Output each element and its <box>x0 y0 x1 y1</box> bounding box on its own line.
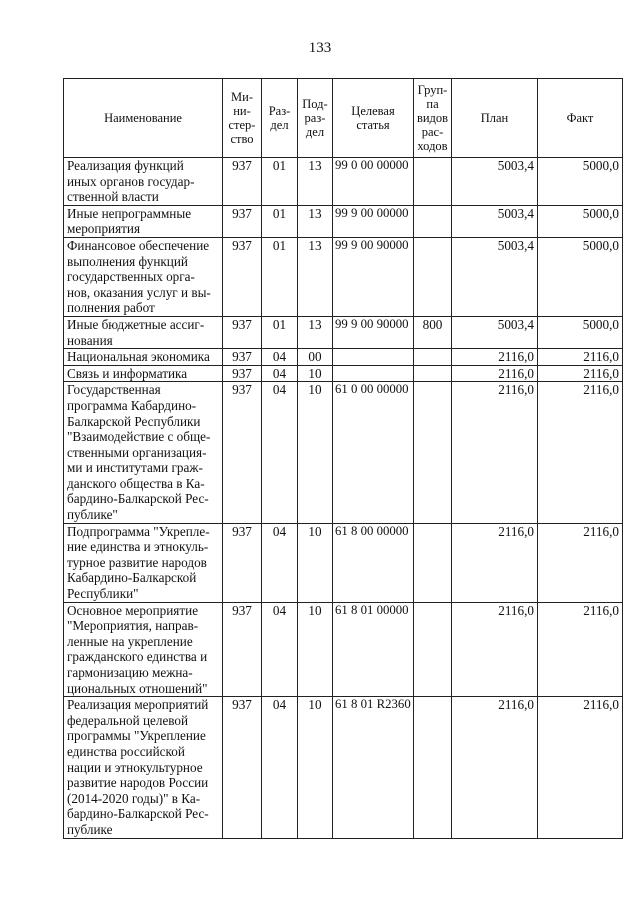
header-subsection: Под- раз- дел <box>298 79 333 158</box>
cell-ministry: 937 <box>223 349 262 366</box>
cell-ministry: 937 <box>223 365 262 382</box>
cell-target: 61 8 01 00000 <box>333 602 414 697</box>
cell-plan: 2116,0 <box>452 523 538 602</box>
budget-table <box>63 78 623 839</box>
table-row <box>64 523 623 602</box>
cell-section: 01 <box>262 237 298 316</box>
cell-ministry: 937 <box>223 523 262 602</box>
cell-group: 800 <box>414 316 452 348</box>
cell-section: 04 <box>262 349 298 366</box>
table-row <box>64 602 623 697</box>
cell-target: 99 0 00 00000 <box>333 158 414 206</box>
cell-ministry: 937 <box>223 237 262 316</box>
header-plan: План <box>452 79 538 158</box>
cell-section: 04 <box>262 523 298 602</box>
cell-name: Иные бюджетные ассиг- нования <box>64 316 223 348</box>
cell-section: 01 <box>262 316 298 348</box>
table-header-row <box>64 79 623 158</box>
cell-plan: 2116,0 <box>452 349 538 366</box>
cell-target <box>333 349 414 366</box>
cell-subsection: 10 <box>298 365 333 382</box>
cell-group <box>414 205 452 237</box>
cell-subsection: 10 <box>298 382 333 523</box>
cell-plan: 5003,4 <box>452 316 538 348</box>
cell-name: Реализация функций иных органов государ- ственной власти <box>64 158 223 206</box>
cell-target: 99 9 00 90000 <box>333 237 414 316</box>
cell-group <box>414 349 452 366</box>
cell-name: Иные непрограммные мероприятия <box>64 205 223 237</box>
table-row <box>64 697 623 838</box>
cell-name: Финансовое обеспечение выполнения функций государственных орга- нов, оказания услуг и вы- полнения работ <box>64 237 223 316</box>
header-section: Раз- дел <box>262 79 298 158</box>
cell-ministry: 937 <box>223 382 262 523</box>
cell-group <box>414 365 452 382</box>
table-row <box>64 349 623 366</box>
cell-name: Связь и информатика <box>64 365 223 382</box>
cell-name: Государственная программа Кабардино- Балкарской Республики "Взаимодействие с обще- ственными организация- ми и институтами граж- данского общества в Ка- бардино-Балкарской Рес- публике" <box>64 382 223 523</box>
cell-plan: 2116,0 <box>452 602 538 697</box>
cell-section: 04 <box>262 602 298 697</box>
cell-fact: 5000,0 <box>538 237 623 316</box>
cell-subsection: 10 <box>298 523 333 602</box>
cell-fact: 2116,0 <box>538 602 623 697</box>
cell-section: 01 <box>262 205 298 237</box>
cell-fact: 2116,0 <box>538 523 623 602</box>
cell-fact: 5000,0 <box>538 158 623 206</box>
header-group: Груп- па видов рас- ходов <box>414 79 452 158</box>
table-row <box>64 365 623 382</box>
cell-subsection: 13 <box>298 158 333 206</box>
cell-group <box>414 523 452 602</box>
cell-subsection: 10 <box>298 602 333 697</box>
cell-group <box>414 697 452 838</box>
cell-plan: 2116,0 <box>452 697 538 838</box>
cell-group <box>414 382 452 523</box>
cell-fact: 2116,0 <box>538 365 623 382</box>
table-row <box>64 237 623 316</box>
cell-subsection: 13 <box>298 316 333 348</box>
table-row <box>64 158 623 206</box>
cell-section: 04 <box>262 365 298 382</box>
table-row <box>64 382 623 523</box>
cell-fact: 2116,0 <box>538 697 623 838</box>
cell-group <box>414 602 452 697</box>
page-number: 133 <box>308 40 332 56</box>
cell-ministry: 937 <box>223 316 262 348</box>
cell-subsection: 13 <box>298 237 333 316</box>
cell-target <box>333 365 414 382</box>
cell-fact: 5000,0 <box>538 316 623 348</box>
header-ministry: Ми- ни- стер- ство <box>223 79 262 158</box>
cell-ministry: 937 <box>223 602 262 697</box>
cell-group <box>414 158 452 206</box>
header-fact: Факт <box>538 79 623 158</box>
cell-fact: 2116,0 <box>538 349 623 366</box>
cell-plan: 5003,4 <box>452 205 538 237</box>
cell-plan: 2116,0 <box>452 382 538 523</box>
cell-plan: 2116,0 <box>452 365 538 382</box>
cell-group <box>414 237 452 316</box>
cell-name: Национальная экономика <box>64 349 223 366</box>
cell-ministry: 937 <box>223 205 262 237</box>
table-row <box>64 205 623 237</box>
cell-subsection: 13 <box>298 205 333 237</box>
cell-target: 99 9 00 00000 <box>333 205 414 237</box>
cell-name: Основное мероприятие "Мероприятия, направ- ленные на укрепление гражданского единства и гармонизацию межна- циональных отношений" <box>64 602 223 697</box>
header-target: Целевая статья <box>333 79 414 158</box>
cell-section: 01 <box>262 158 298 206</box>
cell-target: 61 8 00 00000 <box>333 523 414 602</box>
cell-ministry: 937 <box>223 697 262 838</box>
table-row <box>64 316 623 348</box>
header-name: Наименование <box>64 79 223 158</box>
cell-subsection: 00 <box>298 349 333 366</box>
cell-fact: 2116,0 <box>538 382 623 523</box>
cell-target: 99 9 00 90000 <box>333 316 414 348</box>
cell-name: Подпрограмма "Укрепле- ние единства и этнокуль- турное развитие народов Кабардино-Балкарской Республики" <box>64 523 223 602</box>
cell-plan: 5003,4 <box>452 237 538 316</box>
cell-target: 61 8 01 R2360 <box>333 697 414 838</box>
cell-name: Реализация мероприятий федеральной целевой программы "Укрепление единства российской нации и этнокультурное развитие народов России (2014-2020 годы)" в Ка- бардино-Балкарской Рес- публике <box>64 697 223 838</box>
cell-fact: 5000,0 <box>538 205 623 237</box>
cell-plan: 5003,4 <box>452 158 538 206</box>
cell-section: 04 <box>262 382 298 523</box>
cell-section: 04 <box>262 697 298 838</box>
cell-subsection: 10 <box>298 697 333 838</box>
cell-ministry: 937 <box>223 158 262 206</box>
cell-target: 61 0 00 00000 <box>333 382 414 523</box>
